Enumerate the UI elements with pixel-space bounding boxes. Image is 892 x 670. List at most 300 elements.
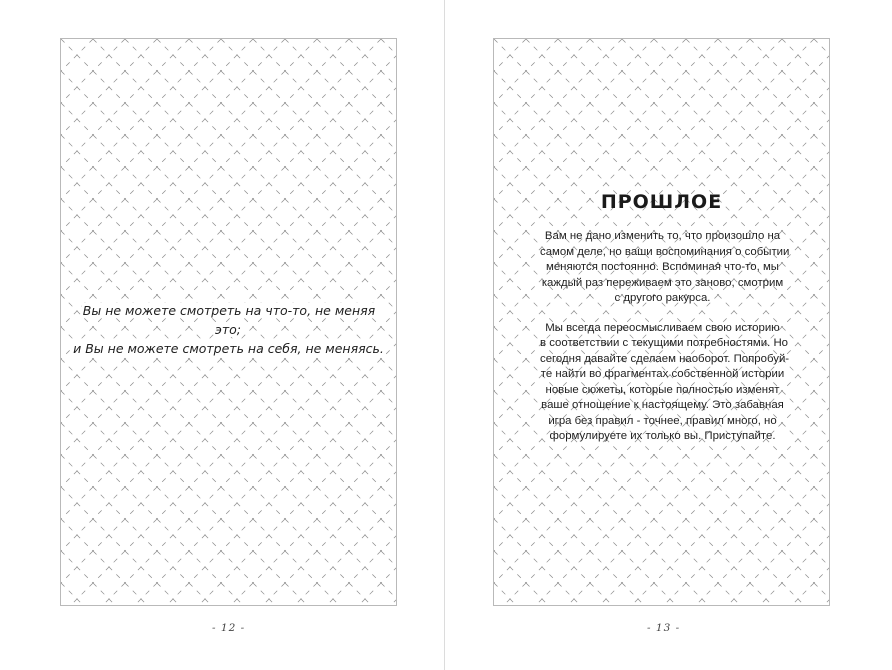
pattern-line [782,135,814,167]
pattern-line [253,455,285,487]
pattern-line [317,103,349,135]
pattern-line [494,391,526,423]
pattern-line [814,487,829,519]
pattern-line [285,391,317,423]
pattern-line [814,551,829,583]
pattern-line [782,423,814,455]
pattern-line [61,263,93,295]
text-line: игра без правил - точнее, правил много, но [548,414,777,427]
pattern-line [718,551,750,583]
pattern-line [381,455,396,487]
pattern-line [622,551,654,583]
pattern-line [93,487,125,519]
pattern-line [782,487,814,519]
pattern-line [317,455,349,487]
text-line: Мы всегда переосмысливаем свою историю [545,321,780,334]
pattern-line [750,519,782,551]
pattern-line [61,487,93,519]
pattern-line [782,71,814,103]
pattern-line [814,103,829,135]
pattern-line [93,231,125,263]
pattern-line [61,551,93,583]
pattern-line [622,583,654,605]
text-line: Вам не дано изменить то, что произошло на [544,230,781,242]
pattern-line [125,71,157,103]
pattern-line [654,551,686,583]
pattern-line [93,199,125,231]
pattern-line [558,583,590,605]
pattern-line [526,71,558,103]
pattern-line [189,583,221,605]
pattern-line [189,487,221,519]
pattern-line [654,71,686,103]
pattern-line [253,199,285,231]
pattern-line [381,551,396,583]
pattern-line [381,583,396,605]
pattern-line [814,583,829,605]
text-line: самом деле, но ваши воспоминания о событии [540,245,790,258]
pattern-line [317,583,349,605]
pattern-line [494,39,526,71]
pattern-line [558,455,590,487]
pattern-line [349,487,381,519]
pattern-line [125,423,157,455]
pattern-line [253,71,285,103]
pattern-line [750,455,782,487]
pattern-line [125,359,157,391]
pattern-line [253,583,285,605]
pattern-line [253,359,285,391]
pattern-line [381,519,396,551]
pattern-line [317,519,349,551]
pattern-line [253,391,285,423]
pattern-line [61,391,93,423]
pattern-line [718,71,750,103]
text-line: те найти во фрагментах собственной истории [540,368,785,380]
pattern-line [189,423,221,455]
pattern-line [349,583,381,605]
pattern-line [221,583,253,605]
pattern-line [61,199,93,231]
epigraph-quote [61,301,396,358]
pattern-line [157,359,189,391]
pattern-line [814,455,829,487]
pattern-line [526,551,558,583]
pattern-line [654,487,686,519]
pattern-line [590,519,622,551]
pattern-line [189,583,221,605]
pattern-line [349,551,381,583]
pattern-line [93,423,125,455]
pattern-line [157,455,189,487]
pattern-line [654,135,686,167]
pattern-line [93,71,125,103]
pattern-line [686,103,718,135]
pattern-line [654,103,686,135]
pattern-line [558,519,590,551]
pattern-line [285,103,317,135]
pattern-line [125,455,157,487]
pattern-line [349,231,381,263]
pattern-line [718,103,750,135]
pattern-line [381,167,396,199]
pattern-line [285,487,317,519]
pattern-line [381,199,396,231]
pattern-line [782,391,814,423]
pattern-line [526,583,558,605]
pattern-line [381,199,396,231]
pattern-line [526,135,558,167]
pattern-line [125,519,157,551]
pattern-line [317,583,349,605]
pattern-line [93,103,125,135]
pattern-line [381,39,396,71]
pattern-line [381,423,396,455]
pattern-line [349,455,381,487]
pattern-line [814,583,829,605]
pattern-line [494,519,526,551]
pattern-line [814,39,829,71]
pattern-line [61,359,93,391]
pattern-line [590,583,622,605]
pattern-line [494,71,526,103]
pattern-line [61,167,93,199]
pattern-line [782,103,814,135]
pattern-line [61,71,93,103]
pattern-line [285,455,317,487]
pattern-line [814,423,829,455]
pattern-line [285,359,317,391]
pattern-line [381,71,396,103]
pattern-line [285,39,317,71]
pattern-line [558,487,590,519]
pattern-line [814,263,829,295]
pattern-line [317,167,349,199]
pattern-line [750,551,782,583]
pattern-line [93,391,125,423]
pattern-line [814,359,829,391]
paragraph-2 [540,321,790,445]
pattern-line [654,519,686,551]
pattern-line [189,39,221,71]
pattern-line [814,551,829,583]
pattern-line [814,327,829,359]
pattern-line [622,519,654,551]
pattern-line [590,487,622,519]
pattern-line [285,423,317,455]
book-spine [444,0,445,670]
pattern-line [381,135,396,167]
pattern-line [750,71,782,103]
pattern-line [157,39,189,71]
pattern-line [494,231,526,263]
pattern-line [654,583,686,605]
pattern-line [221,199,253,231]
pattern-line [125,487,157,519]
pattern-line [189,103,221,135]
pattern-line [494,583,526,605]
pattern-line [125,103,157,135]
pattern-line [381,519,396,551]
pattern-line [750,583,782,605]
pattern-line [526,519,558,551]
pattern-line [221,519,253,551]
pattern-line [93,359,125,391]
pattern-line [93,583,125,605]
pattern-line [349,391,381,423]
pattern-line [125,391,157,423]
page-number-left: - 12 - [212,622,246,634]
pattern-line [221,263,253,295]
pattern-line [686,583,718,605]
pattern-line [349,263,381,295]
pattern-line [189,263,221,295]
pattern-line [718,583,750,605]
pattern-line [157,391,189,423]
pattern-line [782,263,814,295]
pattern-line [814,103,829,135]
pattern-line [718,135,750,167]
text-line: меняются постоянно. Вспоминая что-то, мы [546,261,779,273]
pattern-line [157,551,189,583]
pattern-line [718,583,750,605]
pattern-line [814,39,829,71]
pattern-line [558,103,590,135]
pattern-line [558,39,590,71]
pattern-line [590,135,622,167]
pattern-line [814,391,829,423]
pattern-line [93,263,125,295]
pattern-line [349,135,381,167]
pattern-line [221,423,253,455]
pattern-line [285,551,317,583]
pattern-line [782,519,814,551]
pattern-line [814,295,829,327]
pattern-line [125,199,157,231]
pattern-line [221,103,253,135]
pattern-line [814,327,829,359]
pattern-line [61,103,93,135]
pattern-line [750,39,782,71]
pattern-line [381,103,396,135]
pattern-line [221,71,253,103]
pattern-line [189,199,221,231]
page-number-right: - 13 - [647,622,681,634]
pattern-line [814,135,829,167]
pattern-line [654,455,686,487]
pattern-line [93,167,125,199]
pattern-line [189,135,221,167]
pattern-line [654,39,686,71]
pattern-line [622,103,654,135]
pattern-line [526,487,558,519]
pattern-line [349,359,381,391]
pattern-line [494,551,526,583]
pattern-line [718,455,750,487]
pattern-line [221,487,253,519]
pattern-line [189,455,221,487]
pattern-line [157,231,189,263]
pattern-line [93,519,125,551]
pattern-line [494,327,526,359]
pattern-line [61,423,93,455]
chapter-body [540,229,790,459]
pattern-line [814,423,829,455]
pattern-line [189,231,221,263]
pattern-line [718,487,750,519]
pattern-line [125,135,157,167]
pattern-line [686,39,718,71]
pattern-line [814,519,829,551]
pattern-line [221,455,253,487]
pattern-line [125,39,157,71]
pattern-line [221,167,253,199]
text-line: с другого ракурса. [614,292,711,304]
pattern-line [189,391,221,423]
pattern-line [349,167,381,199]
pattern-line [814,71,829,103]
pattern-line [750,103,782,135]
pattern-line [381,487,396,519]
pattern-line [349,583,381,605]
pattern-line [157,519,189,551]
pattern-line [381,359,396,391]
pattern-line [317,39,349,71]
pattern-line [750,487,782,519]
pattern-line [221,391,253,423]
pattern-line [221,583,253,605]
pattern-line [157,583,189,605]
pattern-line [221,135,253,167]
pattern-line [494,263,526,295]
pattern-line [558,551,590,583]
pattern-line [157,103,189,135]
pattern-line [782,551,814,583]
pattern-line [782,455,814,487]
pattern-line [381,71,396,103]
pattern-line [61,39,93,71]
pattern-line [718,39,750,71]
pattern-line [381,583,396,605]
pattern-line [157,263,189,295]
pattern-line [622,39,654,71]
pattern-line [253,487,285,519]
text-line: каждый раз переживаем это заново, смотрим [541,276,784,289]
pattern-line [61,135,93,167]
text-line: формулируете их только вы. Приступайте. [549,430,776,442]
pattern-line [221,231,253,263]
pattern-line [125,583,157,605]
pattern-line [814,231,829,263]
pattern-line [253,519,285,551]
pattern-line [814,487,829,519]
pattern-line [317,423,349,455]
pattern-line [285,583,317,605]
pattern-line [686,135,718,167]
pattern-line [157,423,189,455]
pattern-line [814,359,829,391]
pattern-line [686,71,718,103]
pattern-line [253,423,285,455]
pattern-line [622,455,654,487]
pattern-line [381,167,396,199]
pattern-line [494,295,526,327]
pattern-line [494,103,526,135]
pattern-line [718,519,750,551]
pattern-line [814,295,829,327]
pattern-line [253,231,285,263]
quote-line: Вы не можете смотреть на что-то, не меняя это; [82,303,376,337]
text-line: новые сюжеты, которые полностью изменят [545,383,780,396]
pattern-line [189,551,221,583]
pattern-line [381,391,396,423]
pattern-line [253,583,285,605]
text-line: сегодня давайте сделаем наоборот. Попробуй- [540,352,790,365]
pattern-line [782,39,814,71]
pattern-line [317,231,349,263]
pattern-line [782,295,814,327]
left-page [60,38,397,606]
pattern-line [494,583,526,605]
pattern-line [125,583,157,605]
text-line: ваше отношение к настоящему. Это забавная [541,399,784,411]
paragraph-1 [540,229,790,307]
pattern-line [526,455,558,487]
quote-line: и Вы не можете смотреть на себя, не меняясь. [73,341,384,356]
pattern-line [253,103,285,135]
pattern-line [494,455,526,487]
text-line: в соответствии с текущими потребностями. Но [540,337,789,349]
pattern-line [157,199,189,231]
pattern-line [125,263,157,295]
pattern-line [61,519,93,551]
pattern-line [93,135,125,167]
pattern-line [622,135,654,167]
pattern-line [381,135,396,167]
pattern-line [814,231,829,263]
pattern-line [494,423,526,455]
pattern-line [590,39,622,71]
pattern-line [494,359,526,391]
pattern-line [285,231,317,263]
pattern-line [494,135,526,167]
pattern-line [782,583,814,605]
pattern-line [93,455,125,487]
pattern-line [93,583,125,605]
pattern-line [622,583,654,605]
pattern-line [157,487,189,519]
pattern-line [317,359,349,391]
pattern-line [93,39,125,71]
pattern-line [381,103,396,135]
pattern-line [125,167,157,199]
pattern-line [558,71,590,103]
pattern-line [590,455,622,487]
pattern-line [590,551,622,583]
pattern-line [349,103,381,135]
pattern-line [349,199,381,231]
pattern-line [189,519,221,551]
pattern-line [317,263,349,295]
pattern-line [61,583,93,605]
pattern-line [526,583,558,605]
pattern-line [381,231,396,263]
pattern-line [590,583,622,605]
pattern-line [221,551,253,583]
pattern-line [381,423,396,455]
pattern-line [686,487,718,519]
pattern-line [317,71,349,103]
